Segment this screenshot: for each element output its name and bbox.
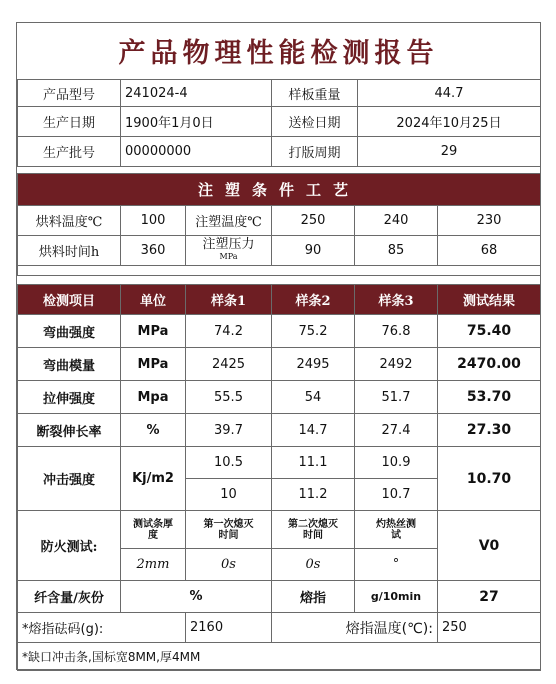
send-date-label: 送检日期 [272, 107, 358, 137]
drying-time-label: 烘料时间h [18, 236, 121, 266]
fire-h4: 灼热丝测试 [355, 511, 438, 549]
row-s2: 54 [272, 381, 355, 414]
spacer-row [18, 266, 541, 276]
inj-pressure-label: 注塑压力 [202, 236, 255, 252]
mi-temp-value: 250 [438, 613, 541, 643]
inj-temp-label: 注塑温度℃ [186, 206, 272, 236]
table-row [18, 414, 541, 447]
row-s2: 75.2 [272, 315, 355, 348]
impact-r1-s3: 10.9 [355, 447, 438, 479]
mi-label: 熔指 [272, 581, 355, 613]
mi-unit: g/10min [355, 581, 438, 613]
row-result: 53.70 [438, 381, 541, 414]
inj-pressure-1: 90 [272, 236, 355, 266]
fiber-row [18, 581, 541, 613]
mi-temp-label: 熔指温度(℃): [272, 613, 438, 643]
info-table [17, 79, 541, 167]
row-s3: 51.7 [355, 381, 438, 414]
inj-pressure-unit: MPa [219, 251, 238, 261]
header-result: 测试结果 [438, 285, 541, 315]
row-s1: 39.7 [186, 414, 272, 447]
row-item: 弯曲模量 [18, 348, 121, 381]
row-s3: 2492 [355, 348, 438, 381]
impact-item: 冲击强度 [18, 447, 121, 511]
fiber-item: 纤含量/灰份 [18, 581, 121, 613]
cycle-value: 29 [358, 137, 541, 167]
send-date-value: 2024年10月25日 [358, 107, 541, 137]
impact-r2-s3: 10.7 [355, 479, 438, 511]
impact-r2-s2: 11.2 [272, 479, 355, 511]
batch-value: 00000000 [121, 137, 272, 167]
weight-value: 44.7 [358, 80, 541, 107]
note-row [18, 643, 541, 671]
row-s3: 27.4 [355, 414, 438, 447]
inj-temp-3: 230 [438, 206, 541, 236]
impact-row-1 [18, 447, 541, 479]
footnote: *缺口冲击条,国标宽8MM,厚4MM [18, 643, 541, 671]
batch-label: 生产批号 [18, 137, 121, 167]
test-table [17, 284, 541, 671]
fire-h1: 测试条厚度 [121, 511, 186, 549]
table-row [18, 348, 541, 381]
mi-weight-value: 2160 [186, 613, 272, 643]
impact-r1-s1: 10.5 [186, 447, 272, 479]
row-unit: Mpa [121, 381, 186, 414]
row-result: 27.30 [438, 414, 541, 447]
row-s2: 14.7 [272, 414, 355, 447]
header-sample1: 样条1 [186, 285, 272, 315]
drying-temp-value: 100 [121, 206, 186, 236]
impact-unit: Kj/m2 [121, 447, 186, 511]
row-unit: % [121, 414, 186, 447]
fire-result: V0 [438, 511, 541, 581]
impact-r2-s1: 10 [186, 479, 272, 511]
row-unit: MPa [121, 315, 186, 348]
cycle-label: 打版周期 [272, 137, 358, 167]
report-sheet [16, 22, 541, 670]
impact-result: 10.70 [438, 447, 541, 511]
row-result: 75.40 [438, 315, 541, 348]
table-row [18, 381, 541, 414]
weight-row [18, 613, 541, 643]
fire-row-1 [18, 511, 541, 549]
fire-h3: 第二次熄灭时间 [272, 511, 355, 549]
header-unit: 单位 [121, 285, 186, 315]
fiber-unit: % [121, 581, 272, 613]
fire-glow: ° [355, 549, 438, 581]
weight-label: 样板重量 [272, 80, 358, 107]
process-title: 注塑条件工艺 [18, 174, 541, 206]
row-s1: 74.2 [186, 315, 272, 348]
impact-r1-s2: 11.1 [272, 447, 355, 479]
row-s1: 55.5 [186, 381, 272, 414]
inj-pressure-3: 68 [438, 236, 541, 266]
fire-t1: 0s [186, 549, 272, 581]
row-s1: 2425 [186, 348, 272, 381]
inj-temp-2: 240 [355, 206, 438, 236]
prod-date-value: 1900年1月0日 [121, 107, 272, 137]
fire-thickness: 2mm [121, 549, 186, 581]
row-unit: MPa [121, 348, 186, 381]
report-title: 产品物理性能检测报告 [118, 37, 439, 69]
drying-time-value: 360 [121, 236, 186, 266]
row-item: 拉伸强度 [18, 381, 121, 414]
model-value: 241024-4 [121, 80, 272, 107]
header-sample3: 样条3 [355, 285, 438, 315]
drying-temp-label: 烘料温度℃ [18, 206, 121, 236]
row-s3: 76.8 [355, 315, 438, 348]
fire-item: 防火测试: [18, 511, 121, 581]
model-label: 产品型号 [18, 80, 121, 107]
process-table [17, 173, 541, 276]
row-result: 2470.00 [438, 348, 541, 381]
mi-value: 27 [438, 581, 541, 613]
header-sample2: 样条2 [272, 285, 355, 315]
header-item: 检测项目 [18, 285, 121, 315]
inj-pressure-cell [186, 236, 272, 266]
fire-t2: 0s [272, 549, 355, 581]
row-item: 断裂伸长率 [18, 414, 121, 447]
inj-temp-1: 250 [272, 206, 355, 236]
row-item: 弯曲强度 [18, 315, 121, 348]
fire-h2: 第一次熄灭时间 [186, 511, 272, 549]
row-s2: 2495 [272, 348, 355, 381]
prod-date-label: 生产日期 [18, 107, 121, 137]
inj-pressure-2: 85 [355, 236, 438, 266]
table-row [18, 315, 541, 348]
mi-weight-label: *熔指砝码(g): [18, 613, 186, 643]
